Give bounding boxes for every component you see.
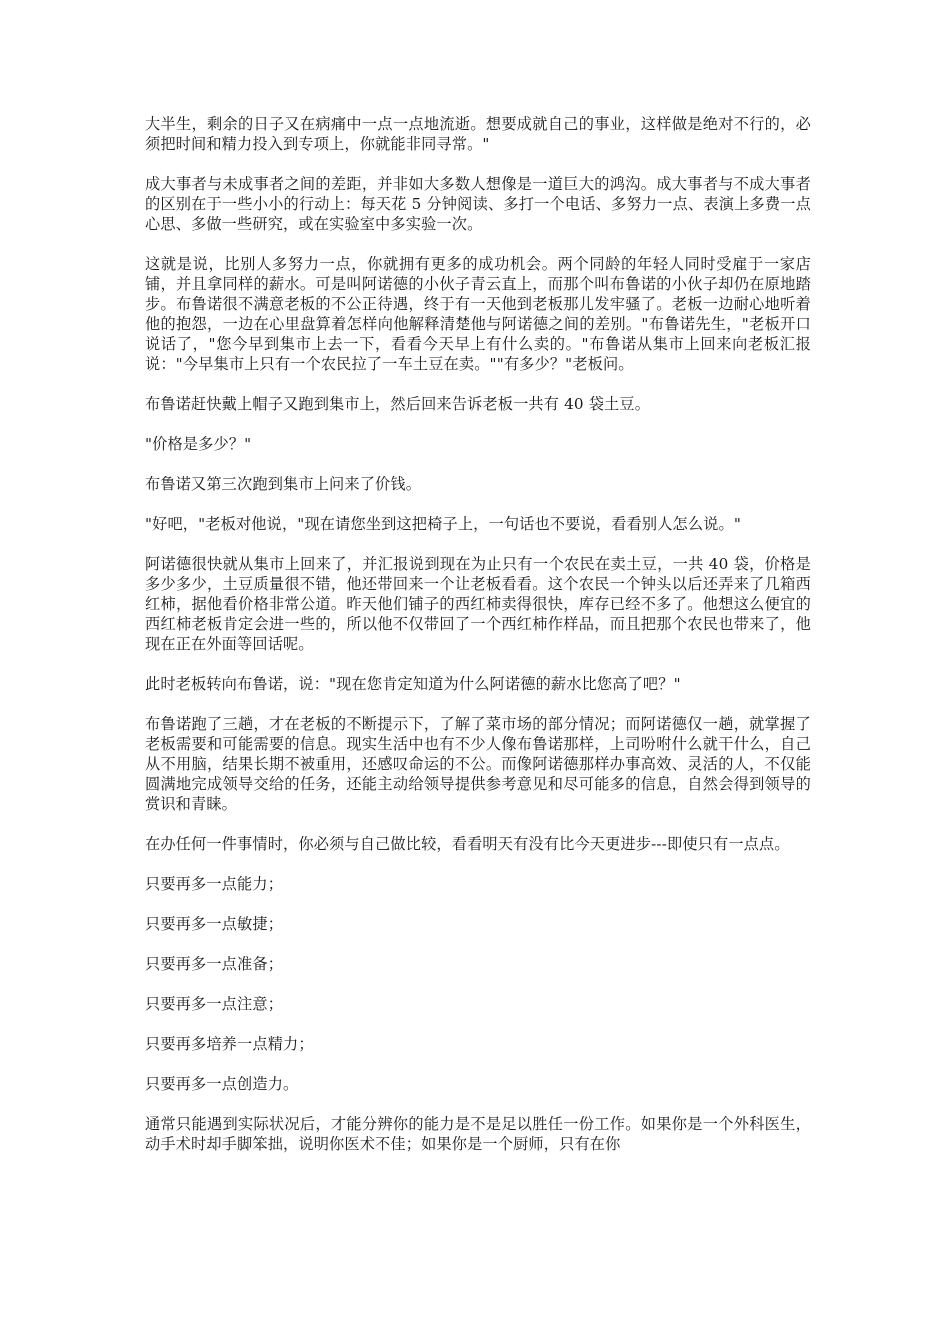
list-line-agility: 只要再多一点敏捷； <box>145 915 284 933</box>
list-line-ability: 只要再多一点能力； <box>145 875 284 893</box>
paragraph-4: 布鲁诺赶快戴上帽子又跑到集市上，然后回来告诉老板一共有 40 袋土豆。 <box>145 395 651 413</box>
list-line-creativity: 只要再多一点创造力。 <box>145 1075 299 1093</box>
paragraph-8: 阿诺德很快就从集市上回来了，并汇报说到现在为止只有一个农民在卖土豆，一共 40 袋，价格是多少多少，土豆质量很不错，他还带回来一个让老板看看。这个农民一个钟头以后还弄来了几箱西红柿，据他看价格非常公道。昨天他们铺子的西红柿卖得很快，库存已经不多了。他想这么便宜的西红柿老板肯定会进一些的，所以他不仅带回了一个西红柿作样品，而且把那个农民也带来了，他现在正在外面等回话呢。 <box>145 555 811 653</box>
list-line-attention: 只要再多一点注意； <box>145 995 284 1013</box>
paragraph-9: 此时老板转向布鲁诺，说："现在您肯定知道为什么阿诺德的薪水比您高了吧？" <box>145 675 681 693</box>
paragraph-3: 这就是说，比别人多努力一点，你就拥有更多的成功机会。两个同龄的年轻人同时受雇于一家店铺，并且拿同样的薪水。可是叫阿诺德的小伙子青云直上，而那个叫布鲁诺的小伙子却仍在原地踏步。布鲁诺很不满意老板的不公正待遇，终于有一天他到老板那儿发牢骚了。老板一边耐心地听着他的抱怨，一边在心里盘算着怎样向他解释清楚他与阿诺德之间的差别。"布鲁诺先生，"老板开口说话了，"您今早到集市上去一下，看看今天早上有什么卖的。"布鲁诺从集市上回来向老板汇报说："今早集市上只有一个农民拉了一车土豆在卖。""有多少？"老板问。 <box>145 255 811 373</box>
paragraph-7: "好吧，"老板对他说，"现在请您坐到这把椅子上，一句话也不要说，看看别人怎么说。" <box>145 515 742 533</box>
paragraph-5: "价格是多少？" <box>145 435 252 453</box>
list-line-energy: 只要再多培养一点精力； <box>145 1035 314 1053</box>
paragraph-final: 通常只能遇到实际状况后，才能分辨你的能力是不是足以胜任一份工作。如果你是一个外科医生，动手术时却手脚笨拙，说明你医术不佳；如果你是一个厨师，只有在你 <box>145 1115 811 1153</box>
paragraph-2: 成大事者与未成事者之间的差距，并非如大多数人想像是一道巨大的鸿沟。成大事者与不成大事者的区别在于一些小小的行动上：每天花 5 分钟阅读、多打一个电话、多努力一点、表演上多费一点心思、多做一些研究，或在实验室中多实验一次。 <box>145 175 811 233</box>
list-line-preparation: 只要再多一点准备； <box>145 955 284 973</box>
paragraph-10: 布鲁诺跑了三趟，才在老板的不断提示下，了解了菜市场的部分情况；而阿诺德仅一趟，就掌握了老板需要和可能需要的信息。现实生活中也有不少人像布鲁诺那样，上司吩咐什么就干什么，自己从不用脑，结果长期不被重用，还感叹命运的不公。而像阿诺德那样办事高效、灵活的人，不仅能圆满地完成领导交给的任务，还能主动给领导提供参考意见和尽可能多的信息，自然会得到领导的赏识和青睐。 <box>145 715 811 813</box>
paragraph-11: 在办任何一件事情时，你必须与自己做比较，看看明天有没有比今天更进步---即使只有一点点。 <box>145 835 790 853</box>
paragraph-1: 大半生，剩余的日子又在病痛中一点一点地流逝。想要成就自己的事业，这样做是绝对不行的，必须把时间和精力投入到专项上，你就能非同寻常。" <box>145 115 811 153</box>
document-body <box>145 114 811 1174</box>
paragraph-6: 布鲁诺又第三次跑到集市上问来了价钱。 <box>145 475 422 493</box>
